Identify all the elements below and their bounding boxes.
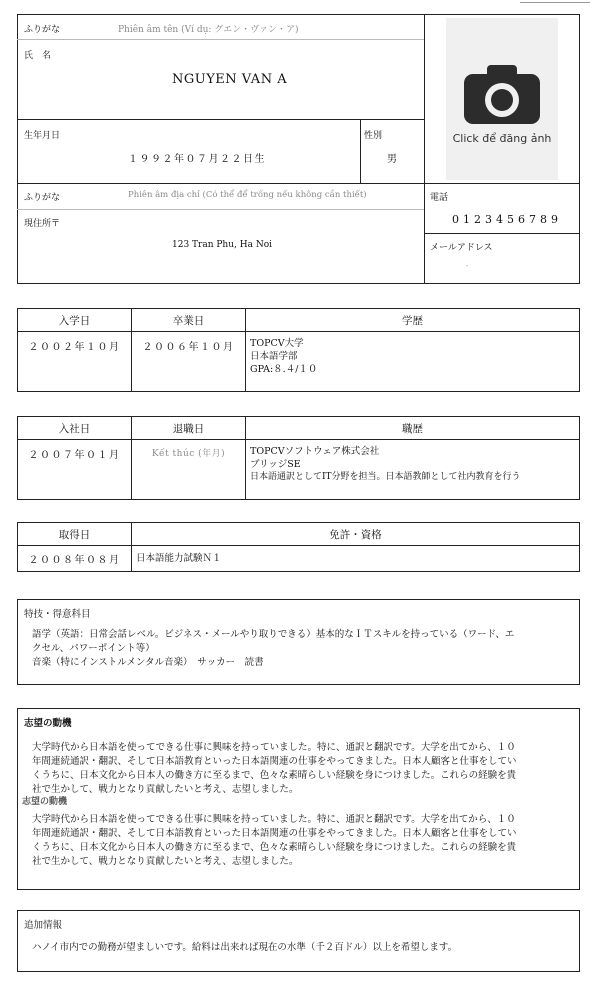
motivation-line: 大学時代から日本語を使ってできる仕事に興味を持っていました。特に、通訳と翻訳です。大学を出てから、１０ xyxy=(32,814,516,825)
table-row xyxy=(18,332,580,392)
education-table xyxy=(17,308,580,392)
work-line: 日本語通訳としてIT分野を担当。日本語教師として社内教育を行う xyxy=(250,472,521,482)
license-header-date: 取得日 xyxy=(18,523,132,546)
top-edge-mark xyxy=(520,0,590,3)
skills-line: 語学（英語：日常会話レベル。ビジネス・メールやり取りできる）基本的なＩＴスキルを持っている（ワード、エ xyxy=(32,629,515,640)
motivation-line: 年間連続通訳・翻訳、そして日本語教育といった日本語関連の仕事をやってきました。日本人顧客と仕事をしてい xyxy=(32,828,517,839)
education-header-history: 学歴 xyxy=(246,309,580,332)
motivation-line: 大学時代から日本語を使ってできる仕事に興味を持っていました。特に、通訳と翻訳です。大学を出てから、１０ xyxy=(32,742,516,753)
gender-value[interactable]: 男 xyxy=(387,154,397,165)
education-line: TOPCV大学 xyxy=(250,338,304,349)
education-detail[interactable] xyxy=(246,332,580,392)
photo-upload-button[interactable] xyxy=(446,18,558,180)
license-header-name: 免許・資格 xyxy=(132,523,580,546)
additional-info-title: 追加情報 xyxy=(24,920,63,931)
skills-text[interactable] xyxy=(32,628,572,670)
phone-label: 電話 xyxy=(430,193,449,203)
license-name[interactable]: 日本語能力試験Ｎ１ xyxy=(132,546,580,572)
skills-line: クセル、パワーポイント等） xyxy=(32,643,155,654)
motivation-line: 社で生かして、戦力となり貢献したいと考え、志望しました。 xyxy=(32,784,299,795)
motivation-line: くうちに、日本文化から日本人の働き方に至るまで、色々な素晴らしい経験を身につけました。これらの経験を貴 xyxy=(32,842,517,853)
skills-title: 特技・得意科目 xyxy=(24,609,91,620)
photo-upload-label: Click để đăng ảnh xyxy=(452,132,552,145)
education-end-date[interactable]: ２００６年１０月 xyxy=(132,332,246,392)
email-label: メールアドレス xyxy=(430,243,493,253)
motivation-line: 社で生かして、戦力となり貢献したいと考え、志望しました。 xyxy=(32,856,299,867)
work-table xyxy=(17,416,580,500)
license-date[interactable]: ２００８年０８月 xyxy=(18,546,132,572)
table-row xyxy=(18,440,580,500)
motivation-line: くうちに、日本文化から日本人の働き方に至るまで、色々な素晴らしい経験を身につけました。これらの経験を貴 xyxy=(32,770,517,781)
skills-line: 音楽（特にインストルメンタル音楽） サッカー 読書 xyxy=(32,657,264,668)
birth-value[interactable]: １９９２年０７月２２日生 xyxy=(128,154,266,165)
motivation-section xyxy=(17,708,580,890)
work-header-history: 職歴 xyxy=(246,417,580,440)
work-detail[interactable] xyxy=(246,440,580,500)
motivation-title: 志望の動機 xyxy=(24,718,72,729)
education-line: GPA:８.４/１０ xyxy=(250,364,318,375)
furigana-input[interactable]: Phiên âm tên (Ví dụ: グエン・ヴァン・ア) xyxy=(118,25,299,35)
education-header-start: 入学日 xyxy=(18,309,132,332)
birth-label: 生年月日 xyxy=(24,131,61,141)
email-value[interactable]: - xyxy=(466,262,469,270)
phone-value[interactable]: 0123456789 xyxy=(452,213,562,226)
address-label: 現住所〒 xyxy=(24,219,61,229)
name-label: 氏 名 xyxy=(24,51,52,61)
additional-info-text[interactable]: ハノイ市内での勤務が望ましいです。給料は出来れば現在の水準（千２百ドル）以上を希望します。 xyxy=(32,942,458,953)
work-start-date[interactable]: ２００７年０１月 xyxy=(18,440,132,500)
furigana-label: ふりがな xyxy=(24,25,61,35)
education-header-end: 卒業日 xyxy=(132,309,246,332)
address-value[interactable]: 123 Tran Phu, Ha Noi xyxy=(172,240,272,250)
additional-info-section xyxy=(17,910,580,972)
camera-icon xyxy=(462,62,542,126)
motivation-paragraph-2[interactable] xyxy=(32,813,574,869)
work-line: ブリッジSE xyxy=(250,459,301,470)
work-header-start: 入社日 xyxy=(18,417,132,440)
table-row xyxy=(18,546,580,572)
motivation-overlap-title: 志望の動機 xyxy=(22,797,68,807)
gender-label: 性別 xyxy=(364,131,383,141)
work-line: TOPCVソフトウェア株式会社 xyxy=(250,446,380,457)
skills-section xyxy=(17,599,580,685)
license-table xyxy=(17,522,580,572)
work-header-end: 退職日 xyxy=(132,417,246,440)
address-furigana-input[interactable]: Phiên âm địa chỉ (Có thể để trống nếu không cần thiết) xyxy=(128,190,367,200)
motivation-paragraph-1[interactable] xyxy=(32,741,574,797)
education-line: 日本語学部 xyxy=(250,351,298,362)
education-start-date[interactable]: ２００２年１０月 xyxy=(18,332,132,392)
motivation-line: 年間連続通訳・翻訳、そして日本語教育といった日本語関連の仕事をやってきました。日本人顧客と仕事をしてい xyxy=(32,756,517,767)
address-furigana-label: ふりがな xyxy=(24,193,61,203)
work-end-date[interactable]: Kết thúc (年月) xyxy=(132,440,246,500)
name-value[interactable]: NGUYEN VAN A xyxy=(172,72,288,87)
